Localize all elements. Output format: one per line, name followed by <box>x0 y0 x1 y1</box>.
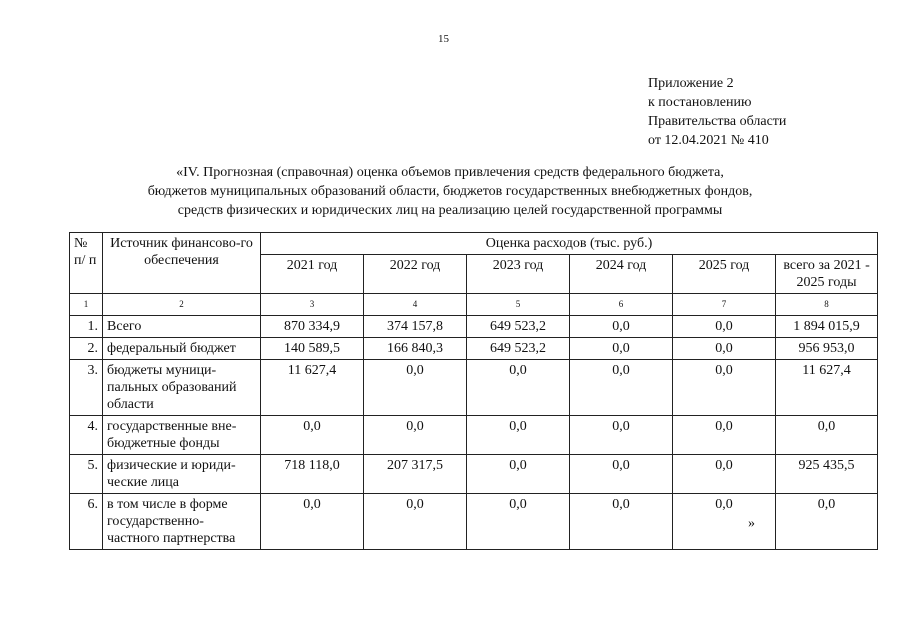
row-value: 0,0 <box>570 494 673 550</box>
header-group: Оценка расходов (тыс. руб.) <box>261 233 878 255</box>
row-value: 11 627,4 <box>261 360 364 416</box>
row-total: 956 953,0 <box>776 338 878 360</box>
row-value: 0,0 <box>467 494 570 550</box>
row-value: 0,0 <box>261 494 364 550</box>
row-value: 374 157,8 <box>364 316 467 338</box>
header-year: 2025 год <box>673 255 776 294</box>
row-source: бюджеты муници-пальных образований области <box>103 360 261 416</box>
header-year: 2023 год <box>467 255 570 294</box>
index-cell: 4 <box>364 294 467 316</box>
section-heading <box>100 163 800 220</box>
index-cell: 5 <box>467 294 570 316</box>
row-value: 0,0 <box>673 455 776 494</box>
row-total: 11 627,4 <box>776 360 878 416</box>
row-number: 5. <box>70 455 103 494</box>
index-cell: 2 <box>103 294 261 316</box>
header-total: всего за 2021 - 2025 годы <box>776 255 878 294</box>
row-number: 2. <box>70 338 103 360</box>
financing-table <box>69 232 878 550</box>
row-source: физические и юриди-ческие лица <box>103 455 261 494</box>
row-total: 1 894 015,9 <box>776 316 878 338</box>
heading-line: средств физических и юридических лиц на реализацию целей государственной программы <box>177 203 723 218</box>
table-row <box>70 416 878 455</box>
appendix-line: Приложение 2 <box>648 76 734 91</box>
row-value: 0,0 <box>570 338 673 360</box>
table-row <box>70 316 878 338</box>
row-value: 870 334,9 <box>261 316 364 338</box>
row-value: 0,0 <box>673 338 776 360</box>
table-row <box>70 338 878 360</box>
row-value: 0,0 <box>261 416 364 455</box>
heading-line: бюджетов муниципальных образований области, бюджетов государственных внебюджетных фондов, <box>147 184 753 199</box>
row-value: 0,0 <box>364 494 467 550</box>
row-source: федеральный бюджет <box>103 338 261 360</box>
row-value: 0,0 <box>673 494 776 550</box>
row-number: 3. <box>70 360 103 416</box>
row-value: 718 118,0 <box>261 455 364 494</box>
row-value: 0,0 <box>673 360 776 416</box>
column-index-row <box>70 294 878 316</box>
header-year: 2022 год <box>364 255 467 294</box>
row-value: 207 317,5 <box>364 455 467 494</box>
row-value: 649 523,2 <box>467 338 570 360</box>
row-value: 166 840,3 <box>364 338 467 360</box>
row-source: Всего <box>103 316 261 338</box>
index-cell: 1 <box>70 294 103 316</box>
table-header-row <box>70 233 878 255</box>
row-value: 649 523,2 <box>467 316 570 338</box>
index-cell: 8 <box>776 294 878 316</box>
row-value: 0,0 <box>364 360 467 416</box>
table-row <box>70 360 878 416</box>
row-number: 6. <box>70 494 103 550</box>
table-row <box>70 455 878 494</box>
row-number: 1. <box>70 316 103 338</box>
row-value: 0,0 <box>364 416 467 455</box>
heading-line: «IV. Прогнозная (справочная) оценка объемов привлечения средств федерального бюджета, <box>176 165 724 180</box>
appendix-line: Правительства области <box>648 114 787 129</box>
row-value: 0,0 <box>570 360 673 416</box>
closing-quote: » <box>748 516 755 531</box>
row-total: 0,0 <box>776 416 878 455</box>
row-value: 0,0 <box>467 360 570 416</box>
table-row <box>70 494 878 550</box>
appendix-line: к постановлению <box>648 95 752 110</box>
header-num: № п/ п <box>70 233 103 294</box>
index-cell: 6 <box>570 294 673 316</box>
header-year: 2021 год <box>261 255 364 294</box>
row-value: 0,0 <box>467 416 570 455</box>
row-value: 0,0 <box>673 416 776 455</box>
row-value: 0,0 <box>467 455 570 494</box>
index-cell: 3 <box>261 294 364 316</box>
appendix-line: от 12.04.2021 № 410 <box>648 133 769 148</box>
appendix-block <box>648 74 786 150</box>
row-value: 0,0 <box>570 455 673 494</box>
row-value: 0,0 <box>673 316 776 338</box>
row-value: 0,0 <box>570 316 673 338</box>
row-total: 925 435,5 <box>776 455 878 494</box>
row-source: в том числе в форме государственно-частного партнерства <box>103 494 261 550</box>
index-cell: 7 <box>673 294 776 316</box>
row-value: 140 589,5 <box>261 338 364 360</box>
row-value: 0,0 <box>570 416 673 455</box>
page-number: 15 <box>438 33 449 45</box>
row-source: государственные вне-бюджетные фонды <box>103 416 261 455</box>
row-total: 0,0 <box>776 494 878 550</box>
header-source: Источник финансово-го обеспечения <box>103 233 261 294</box>
row-number: 4. <box>70 416 103 455</box>
header-year: 2024 год <box>570 255 673 294</box>
